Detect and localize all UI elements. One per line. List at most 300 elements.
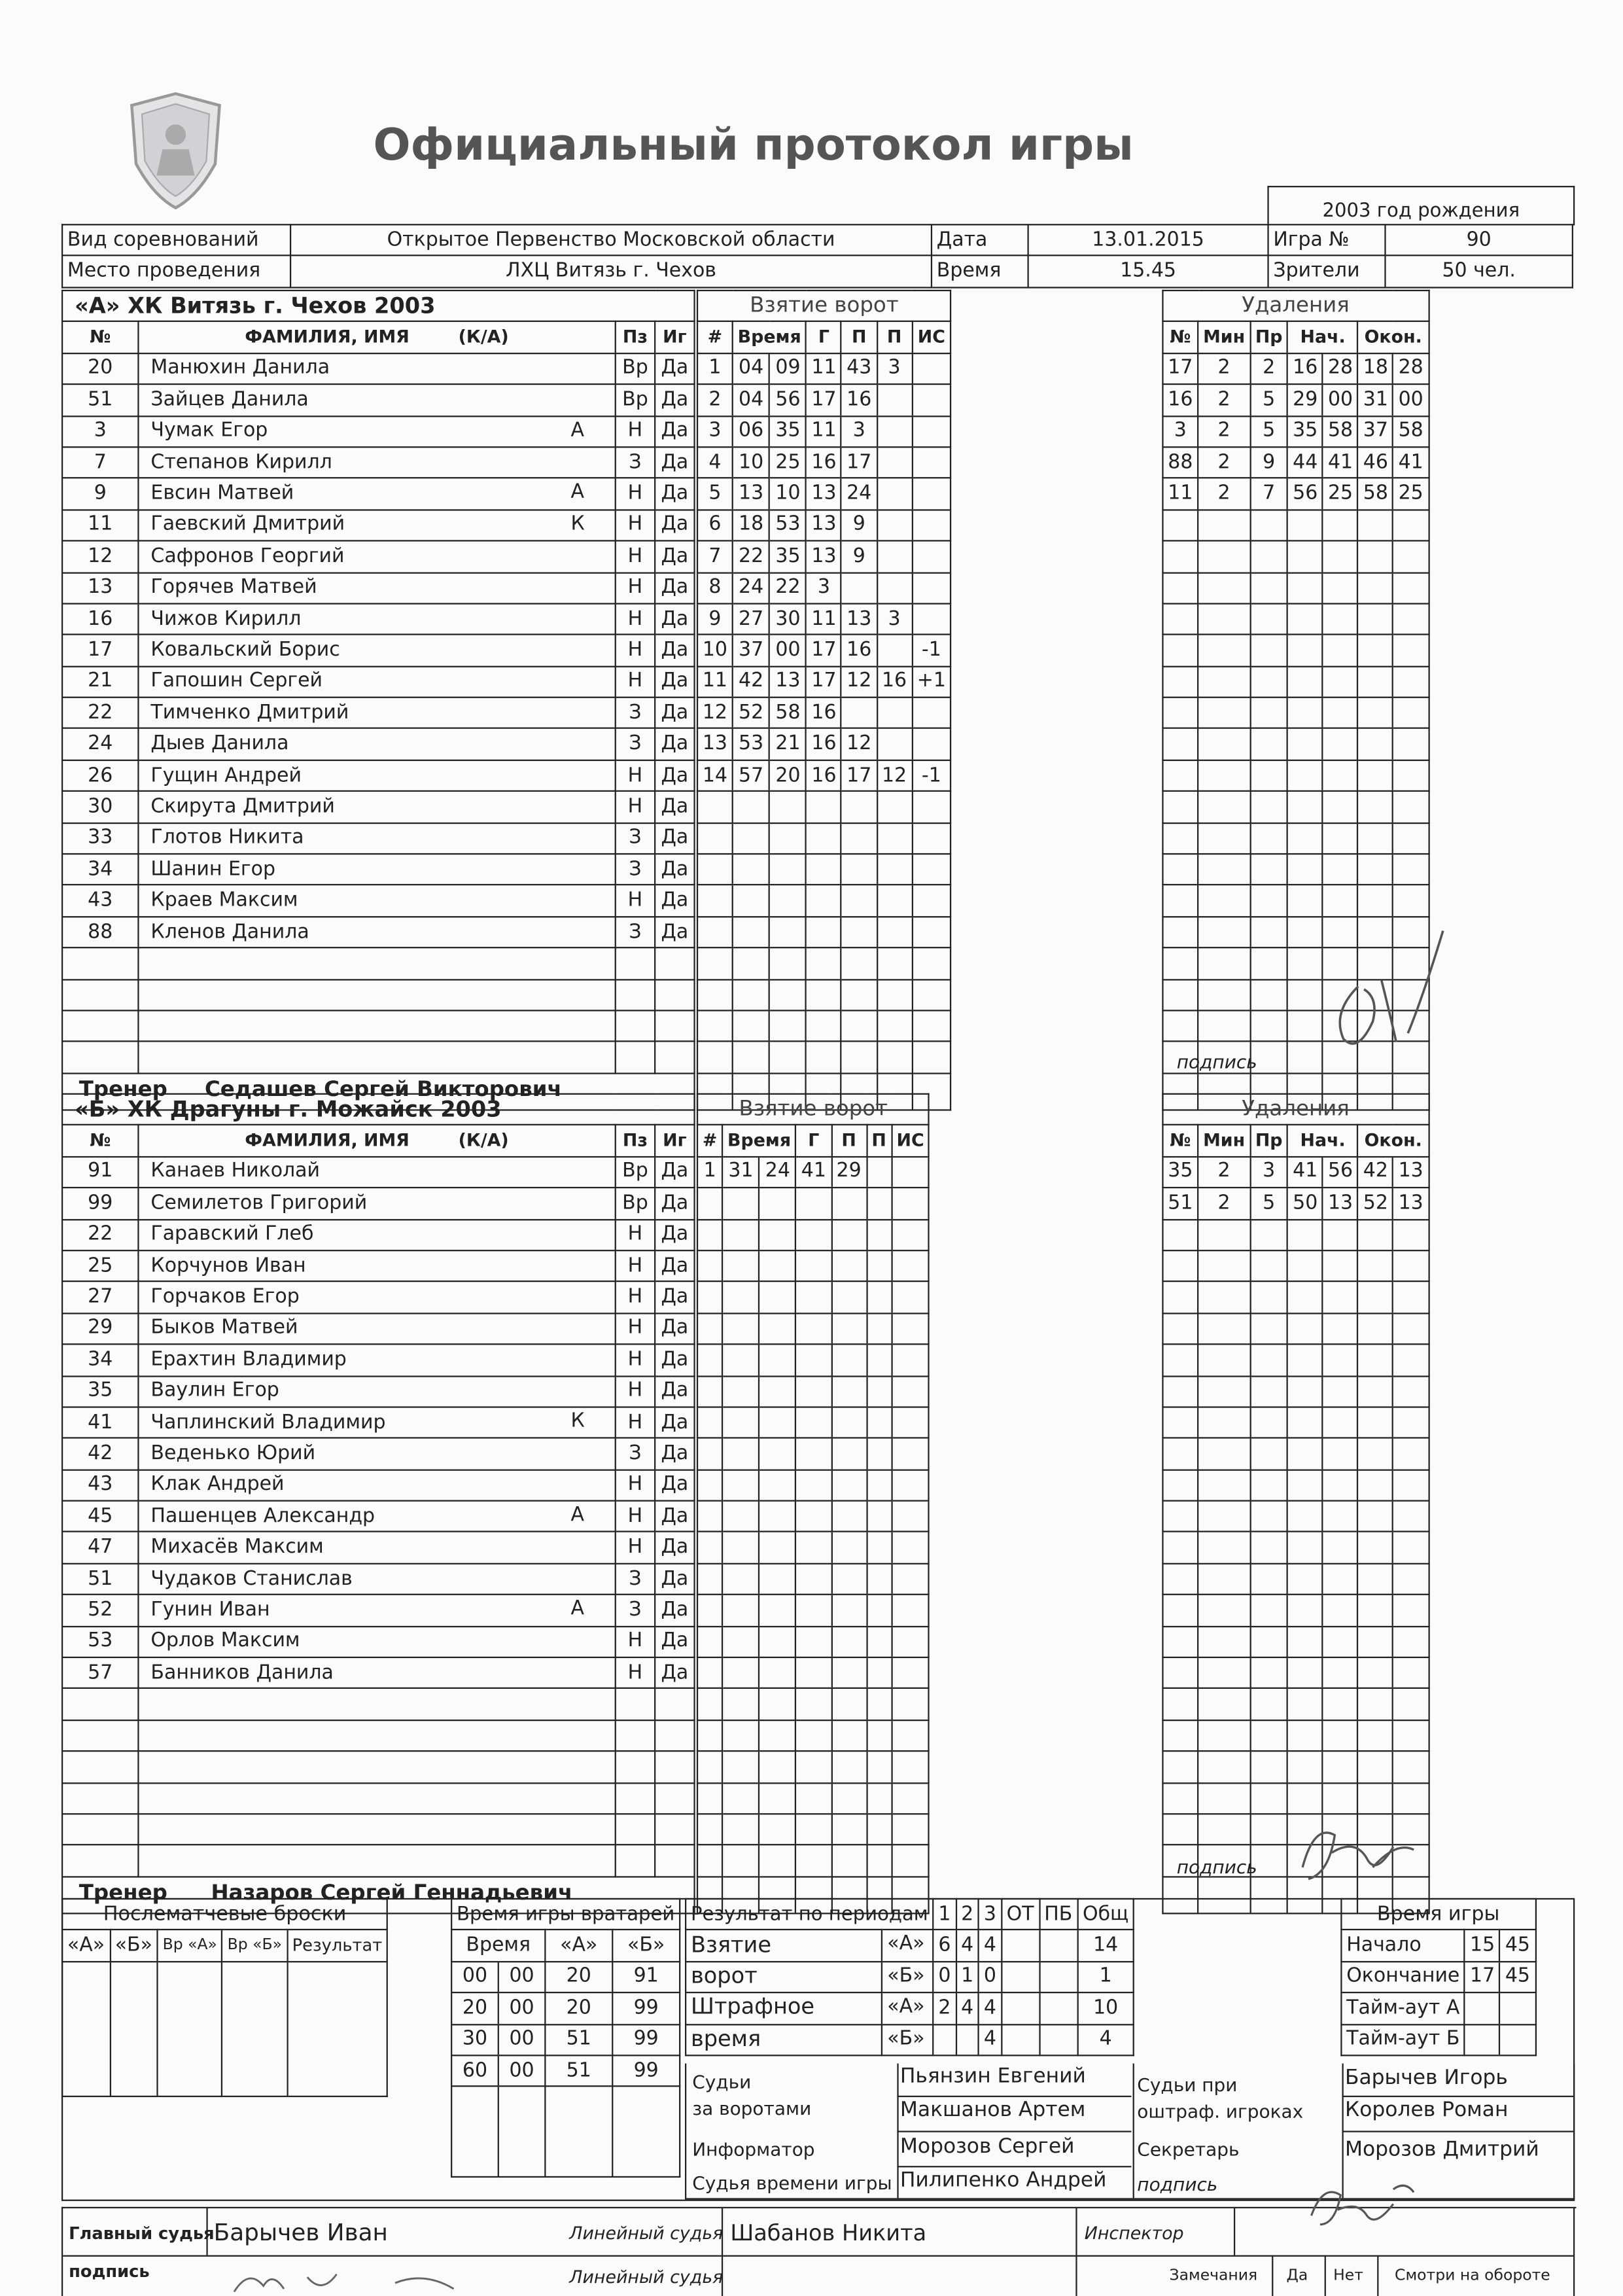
goal-assist-2: [877, 729, 912, 760]
col-goal-time: Время: [733, 322, 807, 353]
player-number: 26: [62, 760, 138, 792]
empty-cell: [62, 1814, 138, 1845]
empty-cell: [867, 1375, 892, 1407]
empty-cell: [1287, 698, 1323, 729]
empty-cell: [1250, 1595, 1287, 1626]
empty-cell: [877, 1042, 912, 1073]
empty-cell: [867, 1501, 892, 1532]
empty-cell: [655, 1010, 694, 1042]
empty-cell: [796, 1219, 831, 1250]
empty-row: [697, 1010, 951, 1042]
goal-assist-2: [877, 635, 912, 666]
goal-number: 14: [697, 760, 733, 792]
goal-minute: 04: [733, 384, 770, 415]
empty-cell: [759, 1782, 796, 1814]
goal-strength: [912, 384, 951, 415]
empty-cell: [722, 1563, 759, 1595]
player-row: [62, 1782, 694, 1814]
empty-cell: [1198, 1877, 1250, 1913]
player-position: З: [616, 854, 655, 885]
player-position: Н: [616, 1657, 655, 1689]
player-position: Вр: [616, 384, 655, 415]
empty-cell: [807, 979, 842, 1010]
penalty-player: 11: [1162, 478, 1198, 510]
goal-number: 5: [697, 478, 733, 510]
empty-cell: [697, 1282, 722, 1313]
empty-cell: [697, 1345, 722, 1376]
empty-cell: [616, 1782, 655, 1814]
empty-cell: [867, 1782, 892, 1814]
empty-cell: [1393, 510, 1429, 541]
player-position: Н: [616, 603, 655, 635]
empty-cell: [1358, 885, 1393, 917]
box-judge-2: Королев Роман: [1344, 2098, 1509, 2123]
period-value: 0: [934, 1962, 956, 1993]
player-position: З: [616, 1563, 655, 1595]
period-value: [1002, 1993, 1039, 2024]
penalty-row: [1162, 1438, 1428, 1470]
goal-row: [697, 822, 951, 854]
empty-cell: [733, 854, 770, 885]
start-minute: 45: [1500, 1930, 1535, 1962]
player-row: [62, 1438, 694, 1470]
period-value: [1039, 1930, 1077, 1962]
player-number: 47: [62, 1532, 138, 1564]
empty-cell: [697, 1313, 722, 1345]
player-cell: [138, 1532, 615, 1564]
player-name: Гапошин Сергей: [150, 671, 323, 693]
result-row-label: [686, 1993, 882, 2024]
col-goal-num: #: [697, 1125, 722, 1157]
empty-cell: [892, 1438, 930, 1470]
penalty-row: [1162, 603, 1428, 635]
empty-cell: [807, 948, 842, 980]
goal-scorer: 16: [807, 729, 842, 760]
timekeeper-signature-label: подпись: [1137, 2173, 1218, 2195]
player-cell: [138, 353, 615, 385]
goal-strength: +1: [912, 666, 951, 698]
player-played: Да: [655, 1595, 694, 1626]
col-period-1: 1: [934, 1899, 956, 1930]
player-position: Н: [616, 666, 655, 698]
empty-cell: [1198, 917, 1250, 948]
empty-cell: [892, 1188, 930, 1219]
empty-cell: [733, 917, 770, 948]
time-label: Время: [932, 256, 1028, 287]
player-played: Да: [655, 541, 694, 573]
empty-cell: [1198, 885, 1250, 917]
goal-judges-label-2: за воротами: [692, 2097, 812, 2119]
empty-cell: [1162, 1010, 1198, 1042]
penalty-end-min: 58: [1358, 478, 1393, 510]
empty-cell: [697, 1814, 722, 1845]
empty-cell: [722, 1188, 759, 1219]
player-row: [62, 447, 694, 478]
team-short-cell: [882, 1962, 933, 1993]
player-played: Да: [655, 1407, 694, 1438]
team-b-roster: [61, 1093, 695, 1914]
empty-cell: [1162, 1689, 1198, 1720]
empty-cell: [1287, 541, 1323, 573]
team-b-signature-label: подпись: [1176, 1856, 1257, 1878]
team-b-title: «Б» ХК Драгуны г. Можайск 2003: [62, 1094, 694, 1125]
empty-cell: [616, 1042, 655, 1073]
empty-cell: [62, 1845, 138, 1877]
empty-cell: [1393, 698, 1429, 729]
penalty-end-min: 42: [1358, 1157, 1393, 1188]
player-played: Да: [655, 729, 694, 760]
penalty-minutes: 2: [1198, 1157, 1250, 1188]
goal-row: [697, 415, 951, 447]
goal-assist-2: [877, 384, 912, 415]
empty-cell: [1287, 666, 1323, 698]
player-position: З: [616, 822, 655, 854]
player-position: Н: [616, 541, 655, 573]
penalty-start-min: 29: [1287, 384, 1323, 415]
empty-cell: [722, 1532, 759, 1564]
gk-minute: 00: [451, 1962, 498, 1993]
goal-second: 58: [769, 698, 806, 729]
empty-cell: [796, 1626, 831, 1657]
player-number: 34: [62, 1345, 138, 1376]
col-ig: Иг: [655, 1125, 694, 1157]
goals-title: Взятие ворот: [697, 1094, 929, 1125]
birth-year: 2003 год рождения: [1267, 186, 1575, 225]
empty-cell: [867, 1438, 892, 1470]
period-results-title: Результат по периодам: [686, 1899, 933, 1930]
empty-cell: [1358, 791, 1393, 822]
empty-cell: [1393, 1720, 1429, 1752]
player-number: 21: [62, 666, 138, 698]
result-row-label: [686, 1930, 882, 1962]
team-b-coach: Назаров Сергей Геннадьевич: [211, 1882, 573, 1906]
goal-row: [697, 635, 951, 666]
empty-cell: [892, 1501, 930, 1532]
empty-cell: [1198, 854, 1250, 885]
empty-cell: [697, 979, 733, 1010]
empty-cell: [796, 1375, 831, 1407]
empty-cell: [655, 1042, 694, 1073]
competition-label: Вид соревнований: [62, 224, 290, 256]
player-position: Н: [616, 510, 655, 541]
empty-cell: [1323, 760, 1358, 792]
empty-cell: [1162, 510, 1198, 541]
col-num: №: [62, 322, 138, 353]
player-position: Н: [616, 1501, 655, 1532]
goal-second: 30: [769, 603, 806, 635]
col-assist-1: П: [841, 322, 877, 353]
player-position: Н: [616, 415, 655, 447]
empty-cell: [1198, 666, 1250, 698]
empty-cell: [1198, 1313, 1250, 1345]
penalty-minutes: 2: [1198, 415, 1250, 447]
empty-row: [697, 1845, 929, 1877]
empty-cell: [831, 1752, 867, 1783]
empty-cell: [796, 1188, 831, 1219]
empty-cell: [451, 2087, 498, 2178]
col-strength: ИС: [892, 1125, 930, 1157]
empty-cell: [912, 948, 951, 980]
empty-row: [62, 1010, 694, 1042]
period-value: 4: [979, 1930, 1002, 1962]
empty-cell: [1162, 791, 1198, 822]
empty-cell: [1323, 510, 1358, 541]
player-name: Чумак Егор: [150, 420, 268, 443]
empty-cell: [1198, 1595, 1250, 1626]
player-name: Клак Андрей: [150, 1474, 285, 1496]
penalty-row: [1162, 447, 1428, 478]
competition: Открытое Первенство Московской области: [290, 224, 932, 256]
empty-cell: [892, 1282, 930, 1313]
goalie-row: [451, 1993, 680, 2024]
player-name: Пашенцев Александр: [150, 1505, 375, 1528]
empty-cell: [1162, 1814, 1198, 1845]
date: 13.01.2015: [1028, 224, 1268, 256]
empty-cell: [796, 1720, 831, 1752]
empty-cell: [1358, 1657, 1393, 1689]
empty-cell: [759, 1532, 796, 1564]
empty-cell: [1162, 1250, 1198, 1282]
goal-scorer: 16: [807, 698, 842, 729]
goal-row: [697, 760, 951, 792]
empty-cell: [841, 1010, 877, 1042]
empty-cell: [697, 1532, 722, 1564]
goal-strength: -1: [912, 635, 951, 666]
empty-cell: [722, 1689, 759, 1720]
player-played: Да: [655, 353, 694, 385]
player-cell: [138, 854, 615, 885]
empty-cell: [1287, 1407, 1323, 1438]
empty-row: [697, 1814, 929, 1845]
goal-row: [697, 729, 951, 760]
empty-cell: [722, 1313, 759, 1345]
empty-cell: [1323, 1532, 1358, 1564]
penalty-start-sec: 00: [1323, 384, 1358, 415]
player-row: [62, 854, 694, 885]
goal-minute: 42: [733, 666, 770, 698]
player-row: [62, 541, 694, 573]
empty-cell: [1287, 1657, 1323, 1689]
player-number: 11: [62, 510, 138, 541]
empty-cell: [1287, 1470, 1323, 1501]
player-name: Гущин Андрей: [150, 764, 302, 787]
gk-minute: 30: [451, 2024, 498, 2055]
empty-cell: [807, 791, 842, 822]
player-cell: [138, 384, 615, 415]
penalty-minutes: 2: [1198, 384, 1250, 415]
penalty-end-min: 18: [1358, 353, 1393, 385]
goal-row: [697, 1407, 929, 1438]
empty-cell: [1198, 1814, 1250, 1845]
empty-cell: [867, 1845, 892, 1877]
empty-cell: [1323, 1407, 1358, 1438]
empty-cell: [831, 1657, 867, 1689]
player-name: Орлов Максим: [150, 1631, 300, 1653]
goal-row: [697, 573, 951, 604]
player-name: Евсин Матвей: [150, 483, 294, 505]
empty-cell: [616, 1689, 655, 1720]
empty-cell: [1250, 1814, 1287, 1845]
empty-cell: [1250, 1626, 1287, 1657]
player-row: [62, 1595, 694, 1626]
goal-minute: 24: [733, 573, 770, 604]
empty-cell: [1323, 603, 1358, 635]
col-pen-min: Мин: [1198, 1125, 1250, 1157]
empty-cell: [831, 1501, 867, 1532]
empty-cell: [1198, 1501, 1250, 1532]
goals-label-2: ворот: [690, 1962, 758, 1989]
empty-cell: [1393, 1501, 1429, 1532]
player-number: 12: [62, 541, 138, 573]
empty-cell: [1393, 885, 1429, 917]
goal-strength: [912, 573, 951, 604]
empty-cell: [831, 1282, 867, 1313]
period-value: 4: [956, 1993, 979, 2024]
empty-cell: [1393, 1626, 1429, 1657]
col-ig: Иг: [655, 322, 694, 353]
penalty-start-sec: 41: [1323, 447, 1358, 478]
empty-cell: [841, 948, 877, 980]
empty-cell: [1198, 1219, 1250, 1250]
empty-cell: [841, 1042, 877, 1073]
goal-minute: 22: [733, 541, 770, 573]
empty-cell: [1287, 791, 1323, 822]
pim-label-2: время: [690, 2024, 761, 2052]
penalty-row: [1162, 1157, 1428, 1188]
penalty-row: [1162, 1532, 1428, 1564]
player-cell: [138, 541, 615, 573]
player-played: Да: [655, 1219, 694, 1250]
empty-cell: [138, 1845, 615, 1877]
goal-assist-1: 43: [841, 353, 877, 385]
empty-cell: [796, 1470, 831, 1501]
empty-cell: [807, 885, 842, 917]
empty-cell: [912, 1042, 951, 1073]
penalty-end-min: 52: [1358, 1188, 1393, 1219]
empty-cell: [655, 1752, 694, 1783]
goal-assist-1: 12: [841, 729, 877, 760]
penalty-minutes: 2: [1198, 478, 1250, 510]
player-number: 17: [62, 635, 138, 666]
player-played: Да: [655, 447, 694, 478]
empty-cell: [1287, 1501, 1323, 1532]
empty-cell: [877, 1010, 912, 1042]
penalty-row: [1162, 698, 1428, 729]
player-number: 24: [62, 729, 138, 760]
empty-cell: [877, 854, 912, 885]
player-name: Канаев Николай: [150, 1161, 321, 1184]
empty-cell: [807, 854, 842, 885]
goal-assist-1: [841, 698, 877, 729]
end-minute: 45: [1500, 1962, 1535, 1993]
empty-cell: [1393, 822, 1429, 854]
inspector-label: Инспектор: [1084, 2223, 1184, 2244]
goal-row: [697, 447, 951, 478]
gk-second: 00: [498, 1993, 546, 2024]
empty-cell: [1393, 1345, 1429, 1376]
empty-cell: [1198, 1563, 1250, 1595]
goal-judge-2: Макшанов Артем: [899, 2098, 1086, 2123]
col-ot: ОТ: [1002, 1899, 1039, 1930]
linesman-label: Линейный судья: [569, 2223, 724, 2244]
empty-cell: [807, 822, 842, 854]
empty-cell: [1287, 510, 1323, 541]
empty-cell: [892, 1752, 930, 1783]
goal-assist-1: [841, 573, 877, 604]
empty-cell: [769, 822, 806, 854]
goal-row: [697, 948, 951, 980]
player-row: [62, 384, 694, 415]
empty-cell: [1323, 1282, 1358, 1313]
empty-cell: [697, 1595, 722, 1626]
empty-cell: [1393, 1282, 1429, 1313]
goal-row: [697, 541, 951, 573]
player-position: Н: [616, 1250, 655, 1282]
player-number: 16: [62, 603, 138, 635]
goal-number: 13: [697, 729, 733, 760]
col-name: ФАМИЛИЯ, ИМЯ: [245, 326, 410, 347]
empty-cell: [759, 1375, 796, 1407]
empty-cell: [722, 1752, 759, 1783]
empty-cell: [722, 1626, 759, 1657]
empty-cell: [1198, 1689, 1250, 1720]
player-cell: [138, 1250, 615, 1282]
empty-cell: [1287, 635, 1323, 666]
player-name: Быков Матвей: [150, 1317, 298, 1340]
empty-cell: [1287, 1626, 1323, 1657]
player-played: Да: [655, 885, 694, 917]
referee-signature: [220, 2269, 512, 2295]
empty-cell: [1287, 1595, 1323, 1626]
penalty-reason: 3: [1250, 1157, 1287, 1188]
goal-minute: 04: [733, 353, 770, 385]
penalty-start-min: 56: [1287, 478, 1323, 510]
goal-scorer: 13: [807, 541, 842, 573]
empty-cell: [733, 1042, 770, 1073]
player-played: Да: [655, 1313, 694, 1345]
empty-cell: [62, 979, 138, 1010]
empty-cell: [616, 1720, 655, 1752]
penalty-row: [1162, 1375, 1428, 1407]
empty-cell: [892, 1407, 930, 1438]
empty-cell: [841, 917, 877, 948]
player-name: Семилетов Григорий: [150, 1192, 368, 1215]
empty-cell: [616, 948, 655, 980]
remarks-no: Нет: [1333, 2267, 1363, 2285]
goal-scorer: 16: [807, 447, 842, 478]
empty-cell: [1323, 1626, 1358, 1657]
empty-cell: [1323, 541, 1358, 573]
empty-cell: [831, 1250, 867, 1282]
empty-cell: [1358, 729, 1393, 760]
player-cell: [138, 1282, 615, 1313]
empty-cell: [759, 1501, 796, 1532]
empty-cell: [1393, 541, 1429, 573]
empty-cell: [1358, 635, 1393, 666]
player-number: 57: [62, 1657, 138, 1689]
team-short: «Б»: [887, 2027, 925, 2050]
empty-cell: [831, 1532, 867, 1564]
player-cell: [138, 510, 615, 541]
empty-cell: [796, 1752, 831, 1783]
player-row: [62, 603, 694, 635]
period-value: 4: [1077, 2024, 1134, 2055]
empty-cell: [1250, 1345, 1287, 1376]
empty-cell: [867, 1689, 892, 1720]
col-pen-reason: Пр: [1250, 1125, 1287, 1157]
penalty-row: [1162, 822, 1428, 854]
empty-cell: [1323, 1219, 1358, 1250]
